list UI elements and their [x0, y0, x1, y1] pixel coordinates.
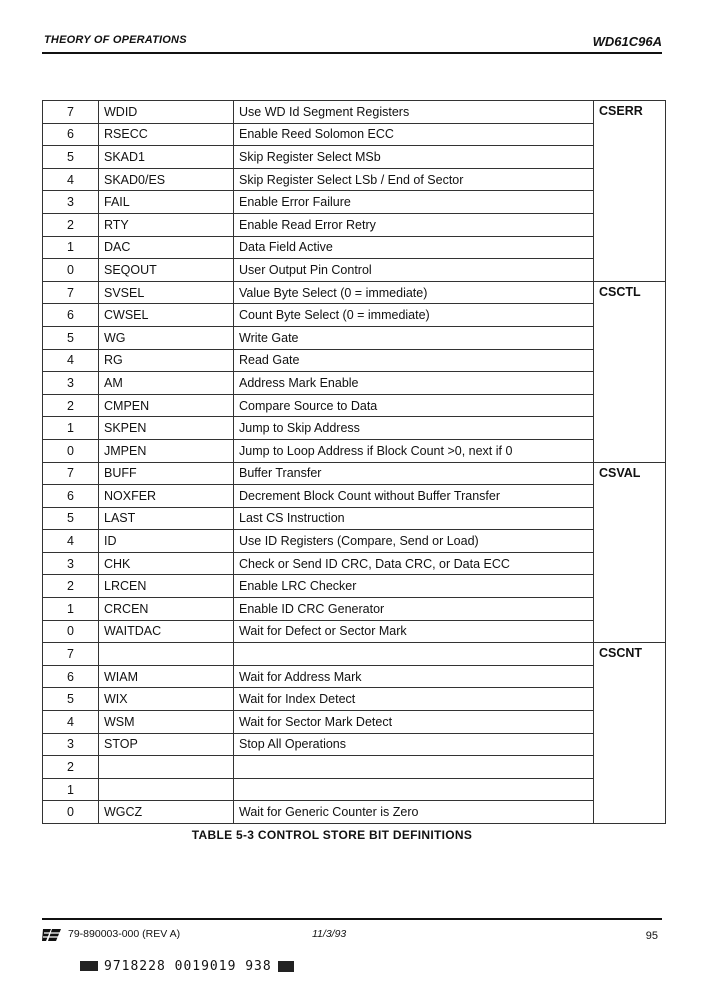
bit-number: 4 [43, 530, 99, 553]
table-row [43, 801, 666, 824]
bit-number: 4 [43, 711, 99, 734]
bit-description: User Output Pin Control [234, 259, 594, 282]
table-row [43, 372, 666, 395]
bit-number: 3 [43, 372, 99, 395]
bit-mnemonic: CHK [99, 552, 234, 575]
bit-number: 6 [43, 304, 99, 327]
register-name: CSVAL [594, 462, 666, 643]
bit-number: 5 [43, 146, 99, 169]
bit-mnemonic: RTY [99, 213, 234, 236]
bit-mnemonic: WG [99, 326, 234, 349]
bit-description: Enable Read Error Retry [234, 213, 594, 236]
bit-number: 6 [43, 485, 99, 508]
register-name: CSCNT [594, 643, 666, 824]
bit-description [234, 643, 594, 666]
bit-description: Skip Register Select LSb / End of Sector [234, 168, 594, 191]
bit-number: 1 [43, 236, 99, 259]
bit-number: 1 [43, 778, 99, 801]
bit-mnemonic: LAST [99, 507, 234, 530]
barcode-start-mark [80, 961, 98, 971]
bit-mnemonic: SVSEL [99, 281, 234, 304]
table-row [43, 304, 666, 327]
bit-description: Data Field Active [234, 236, 594, 259]
bit-mnemonic [99, 756, 234, 779]
bit-description: Count Byte Select (0 = immediate) [234, 304, 594, 327]
section-title: THEORY OF OPERATIONS [44, 34, 187, 46]
bit-mnemonic [99, 778, 234, 801]
bit-description: Use ID Registers (Compare, Send or Load) [234, 530, 594, 553]
bit-number: 3 [43, 733, 99, 756]
bit-mnemonic: FAIL [99, 191, 234, 214]
bit-description: Read Gate [234, 349, 594, 372]
table-row [43, 756, 666, 779]
table-row [43, 191, 666, 214]
table-row [43, 439, 666, 462]
bit-mnemonic: WAITDAC [99, 620, 234, 643]
bit-mnemonic: LRCEN [99, 575, 234, 598]
table-row [43, 394, 666, 417]
barcode-end-mark [278, 961, 294, 972]
bit-description: Buffer Transfer [234, 462, 594, 485]
control-store-bit-table [42, 100, 666, 824]
register-name: CSERR [594, 101, 666, 282]
bit-mnemonic: CRCEN [99, 598, 234, 621]
table-row [43, 462, 666, 485]
bit-mnemonic: BUFF [99, 462, 234, 485]
bit-description: Enable Reed Solomon ECC [234, 123, 594, 146]
table-row [43, 259, 666, 282]
bit-mnemonic [99, 643, 234, 666]
bit-number: 3 [43, 552, 99, 575]
table-row [43, 236, 666, 259]
barcode-strip [80, 957, 294, 975]
bit-number: 7 [43, 643, 99, 666]
table-row [43, 688, 666, 711]
table-row [43, 643, 666, 666]
bit-mnemonic: CWSEL [99, 304, 234, 327]
bit-number: 7 [43, 462, 99, 485]
bit-description [234, 778, 594, 801]
page-number: 95 [645, 930, 658, 942]
document-number: 79-890003-000 (REV A) [68, 928, 181, 940]
bit-number: 0 [43, 259, 99, 282]
table-row [43, 552, 666, 575]
table-row [43, 101, 666, 124]
bit-description: Enable Error Failure [234, 191, 594, 214]
bit-number: 6 [43, 665, 99, 688]
table-row [43, 349, 666, 372]
bit-description: Compare Source to Data [234, 394, 594, 417]
bit-number: 2 [43, 575, 99, 598]
bit-number: 6 [43, 123, 99, 146]
document-date: 11/3/93 [312, 928, 347, 940]
bit-number: 2 [43, 756, 99, 779]
register-name: CSCTL [594, 281, 666, 462]
bit-description [234, 756, 594, 779]
table-row [43, 733, 666, 756]
bit-mnemonic: WDID [99, 101, 234, 124]
bit-description: Decrement Block Count without Buffer Transfer [234, 485, 594, 508]
bit-mnemonic: SKAD0/ES [99, 168, 234, 191]
bit-mnemonic: AM [99, 372, 234, 395]
bit-mnemonic: DAC [99, 236, 234, 259]
bit-description: Stop All Operations [234, 733, 594, 756]
table-row [43, 168, 666, 191]
table-row [43, 507, 666, 530]
table-row [43, 281, 666, 304]
bit-number: 3 [43, 191, 99, 214]
bit-number: 1 [43, 598, 99, 621]
table-row [43, 213, 666, 236]
bit-description: Wait for Index Detect [234, 688, 594, 711]
table-row [43, 326, 666, 349]
table-row [43, 530, 666, 553]
table-row [43, 417, 666, 440]
bit-number: 0 [43, 801, 99, 824]
bit-number: 2 [43, 213, 99, 236]
bit-description: Wait for Defect or Sector Mark [234, 620, 594, 643]
bit-mnemonic: NOXFER [99, 485, 234, 508]
bit-number: 5 [43, 507, 99, 530]
footer-rule [42, 918, 662, 920]
table-row [43, 598, 666, 621]
bit-number: 0 [43, 439, 99, 462]
bit-mnemonic: RSECC [99, 123, 234, 146]
table-row [43, 711, 666, 734]
bit-description: Check or Send ID CRC, Data CRC, or Data ECC [234, 552, 594, 575]
bit-mnemonic: WGCZ [99, 801, 234, 824]
table-caption: TABLE 5-3 CONTROL STORE BIT DEFINITIONS [191, 828, 473, 842]
bit-mnemonic: WIAM [99, 665, 234, 688]
bit-description: Last CS Instruction [234, 507, 594, 530]
bit-description: Skip Register Select MSb [234, 146, 594, 169]
bit-description: Address Mark Enable [234, 372, 594, 395]
bit-number: 4 [43, 349, 99, 372]
company-logo-icon [42, 928, 62, 942]
bit-number: 4 [43, 168, 99, 191]
bit-mnemonic: WSM [99, 711, 234, 734]
header-rule [42, 52, 662, 54]
bit-description: Enable ID CRC Generator [234, 598, 594, 621]
bit-number: 1 [43, 417, 99, 440]
table-row [43, 620, 666, 643]
bit-description: Jump to Loop Address if Block Count >0, next if 0 [234, 439, 594, 462]
table-row [43, 665, 666, 688]
bit-description: Write Gate [234, 326, 594, 349]
barcode-text: 9718228 0019019 938 [104, 958, 272, 974]
bit-description: Wait for Address Mark [234, 665, 594, 688]
bit-number: 7 [43, 281, 99, 304]
bit-description: Wait for Generic Counter is Zero [234, 801, 594, 824]
bit-mnemonic: RG [99, 349, 234, 372]
table-row [43, 123, 666, 146]
table-row [43, 485, 666, 508]
bit-number: 5 [43, 326, 99, 349]
bit-number: 7 [43, 101, 99, 124]
table-row [43, 146, 666, 169]
part-number: WD61C96A [592, 34, 662, 49]
bit-number: 2 [43, 394, 99, 417]
bit-number: 0 [43, 620, 99, 643]
bit-description: Use WD Id Segment Registers [234, 101, 594, 124]
bit-description: Jump to Skip Address [234, 417, 594, 440]
bit-number: 5 [43, 688, 99, 711]
bit-mnemonic: SKPEN [99, 417, 234, 440]
bit-mnemonic: SEQOUT [99, 259, 234, 282]
table-row [43, 575, 666, 598]
table-row [43, 778, 666, 801]
bit-mnemonic: STOP [99, 733, 234, 756]
bit-description: Wait for Sector Mark Detect [234, 711, 594, 734]
bit-mnemonic: ID [99, 530, 234, 553]
bit-mnemonic: WIX [99, 688, 234, 711]
bit-mnemonic: SKAD1 [99, 146, 234, 169]
bit-mnemonic: JMPEN [99, 439, 234, 462]
bit-description: Enable LRC Checker [234, 575, 594, 598]
bit-description: Value Byte Select (0 = immediate) [234, 281, 594, 304]
bit-mnemonic: CMPEN [99, 394, 234, 417]
